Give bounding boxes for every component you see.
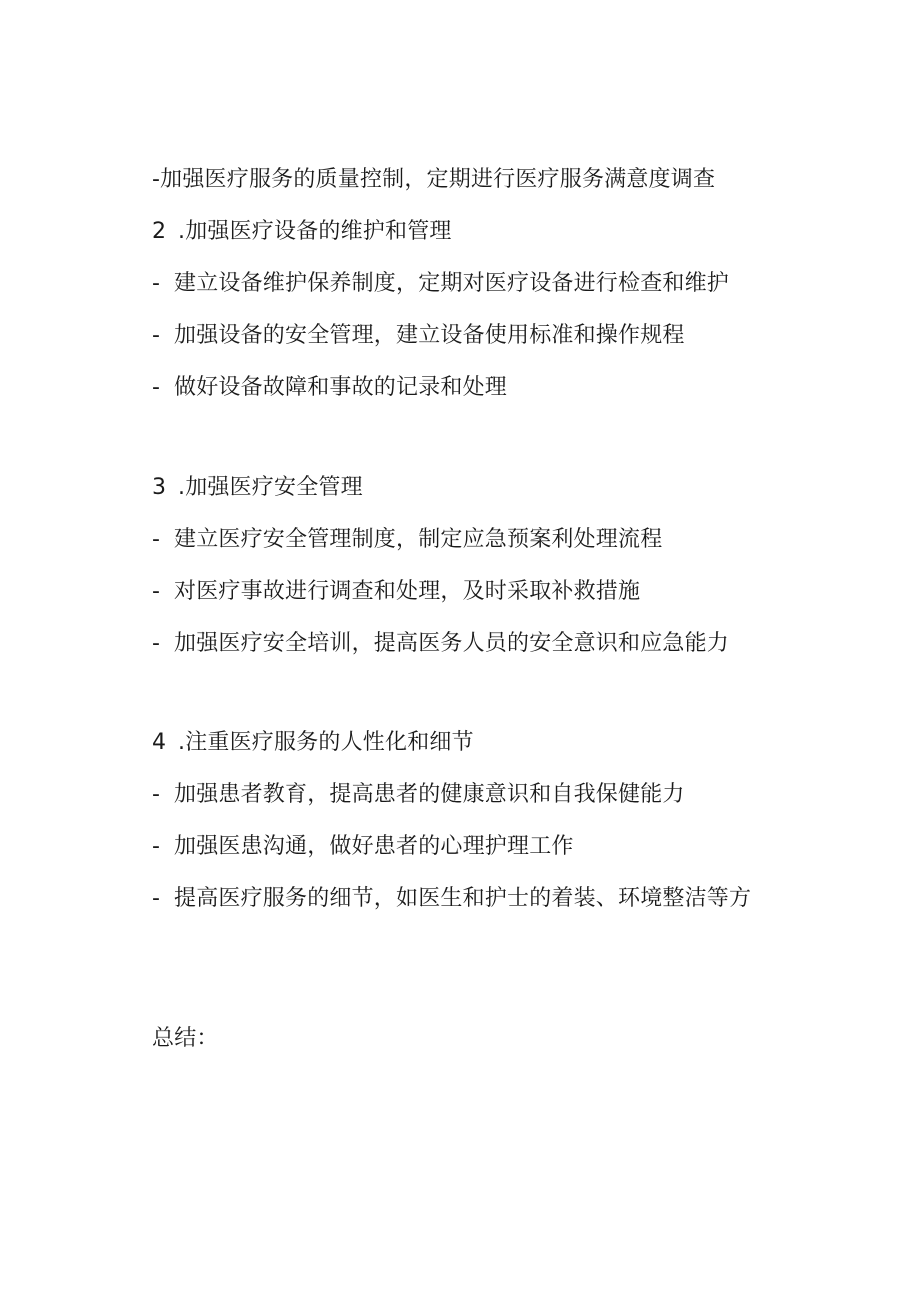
list-item-text: 提高医疗服务的细节，如医生和护士的着装、环境整洁等方 xyxy=(174,886,752,911)
bullet-dash: - xyxy=(152,527,161,552)
bullet-dash: - xyxy=(152,631,161,656)
list-item-text: 加强设备的安全管理，建立设备使用标准和操作规程 xyxy=(174,323,685,348)
bullet-dash: - xyxy=(152,323,161,348)
list-item xyxy=(152,270,729,298)
bullet-dash: - xyxy=(152,886,161,911)
section-number: 2 xyxy=(152,219,167,244)
list-item-text: 建立医疗安全管理制度，制定应急预案利处理流程 xyxy=(174,527,663,552)
section-heading-3 xyxy=(152,474,363,502)
list-item-text: 加强医疗安全培训，提高医务人员的安全意识和应急能力 xyxy=(174,631,730,656)
section-heading-4 xyxy=(152,729,474,757)
list-item xyxy=(152,322,685,350)
section-number: 3 xyxy=(152,475,167,500)
list-item xyxy=(152,630,729,658)
list-item xyxy=(152,526,662,554)
list-item-text: 建立设备维护保养制度，定期对医疗设备进行检查和维护 xyxy=(174,271,730,296)
list-item xyxy=(152,374,507,402)
list-item-text: 做好设备故障和事故的记录和处理 xyxy=(174,375,508,400)
section-title: .注重医疗服务的人性化和细节 xyxy=(178,730,474,755)
list-item xyxy=(152,885,751,913)
list-item-text: 加强患者教育，提高患者的健康意识和自我保健能力 xyxy=(174,782,685,807)
bullet-dash: - xyxy=(152,579,161,604)
bullet-dash: - xyxy=(152,782,161,807)
summary-label: 总结： xyxy=(152,1026,219,1051)
list-item xyxy=(152,781,685,809)
section-number: 4 xyxy=(152,730,167,755)
list-item-text: 加强医患沟通，做好患者的心理护理工作 xyxy=(174,834,574,859)
bullet-dash: - xyxy=(152,375,161,400)
section-title: .加强医疗安全管理 xyxy=(178,475,363,500)
list-item xyxy=(152,578,640,606)
list-item-text: 对医疗事故进行调查和处理，及时采取补救措施 xyxy=(174,579,641,604)
bullet-dash: - xyxy=(152,271,161,296)
bullet-dash: - xyxy=(152,834,161,859)
section-title: .加强医疗设备的维护和管理 xyxy=(178,219,452,244)
list-item xyxy=(152,833,574,861)
intro-item: -加强医疗服务的质量控制，定期进行医疗服务满意度调查 xyxy=(152,167,716,192)
section-heading-2 xyxy=(152,218,452,246)
